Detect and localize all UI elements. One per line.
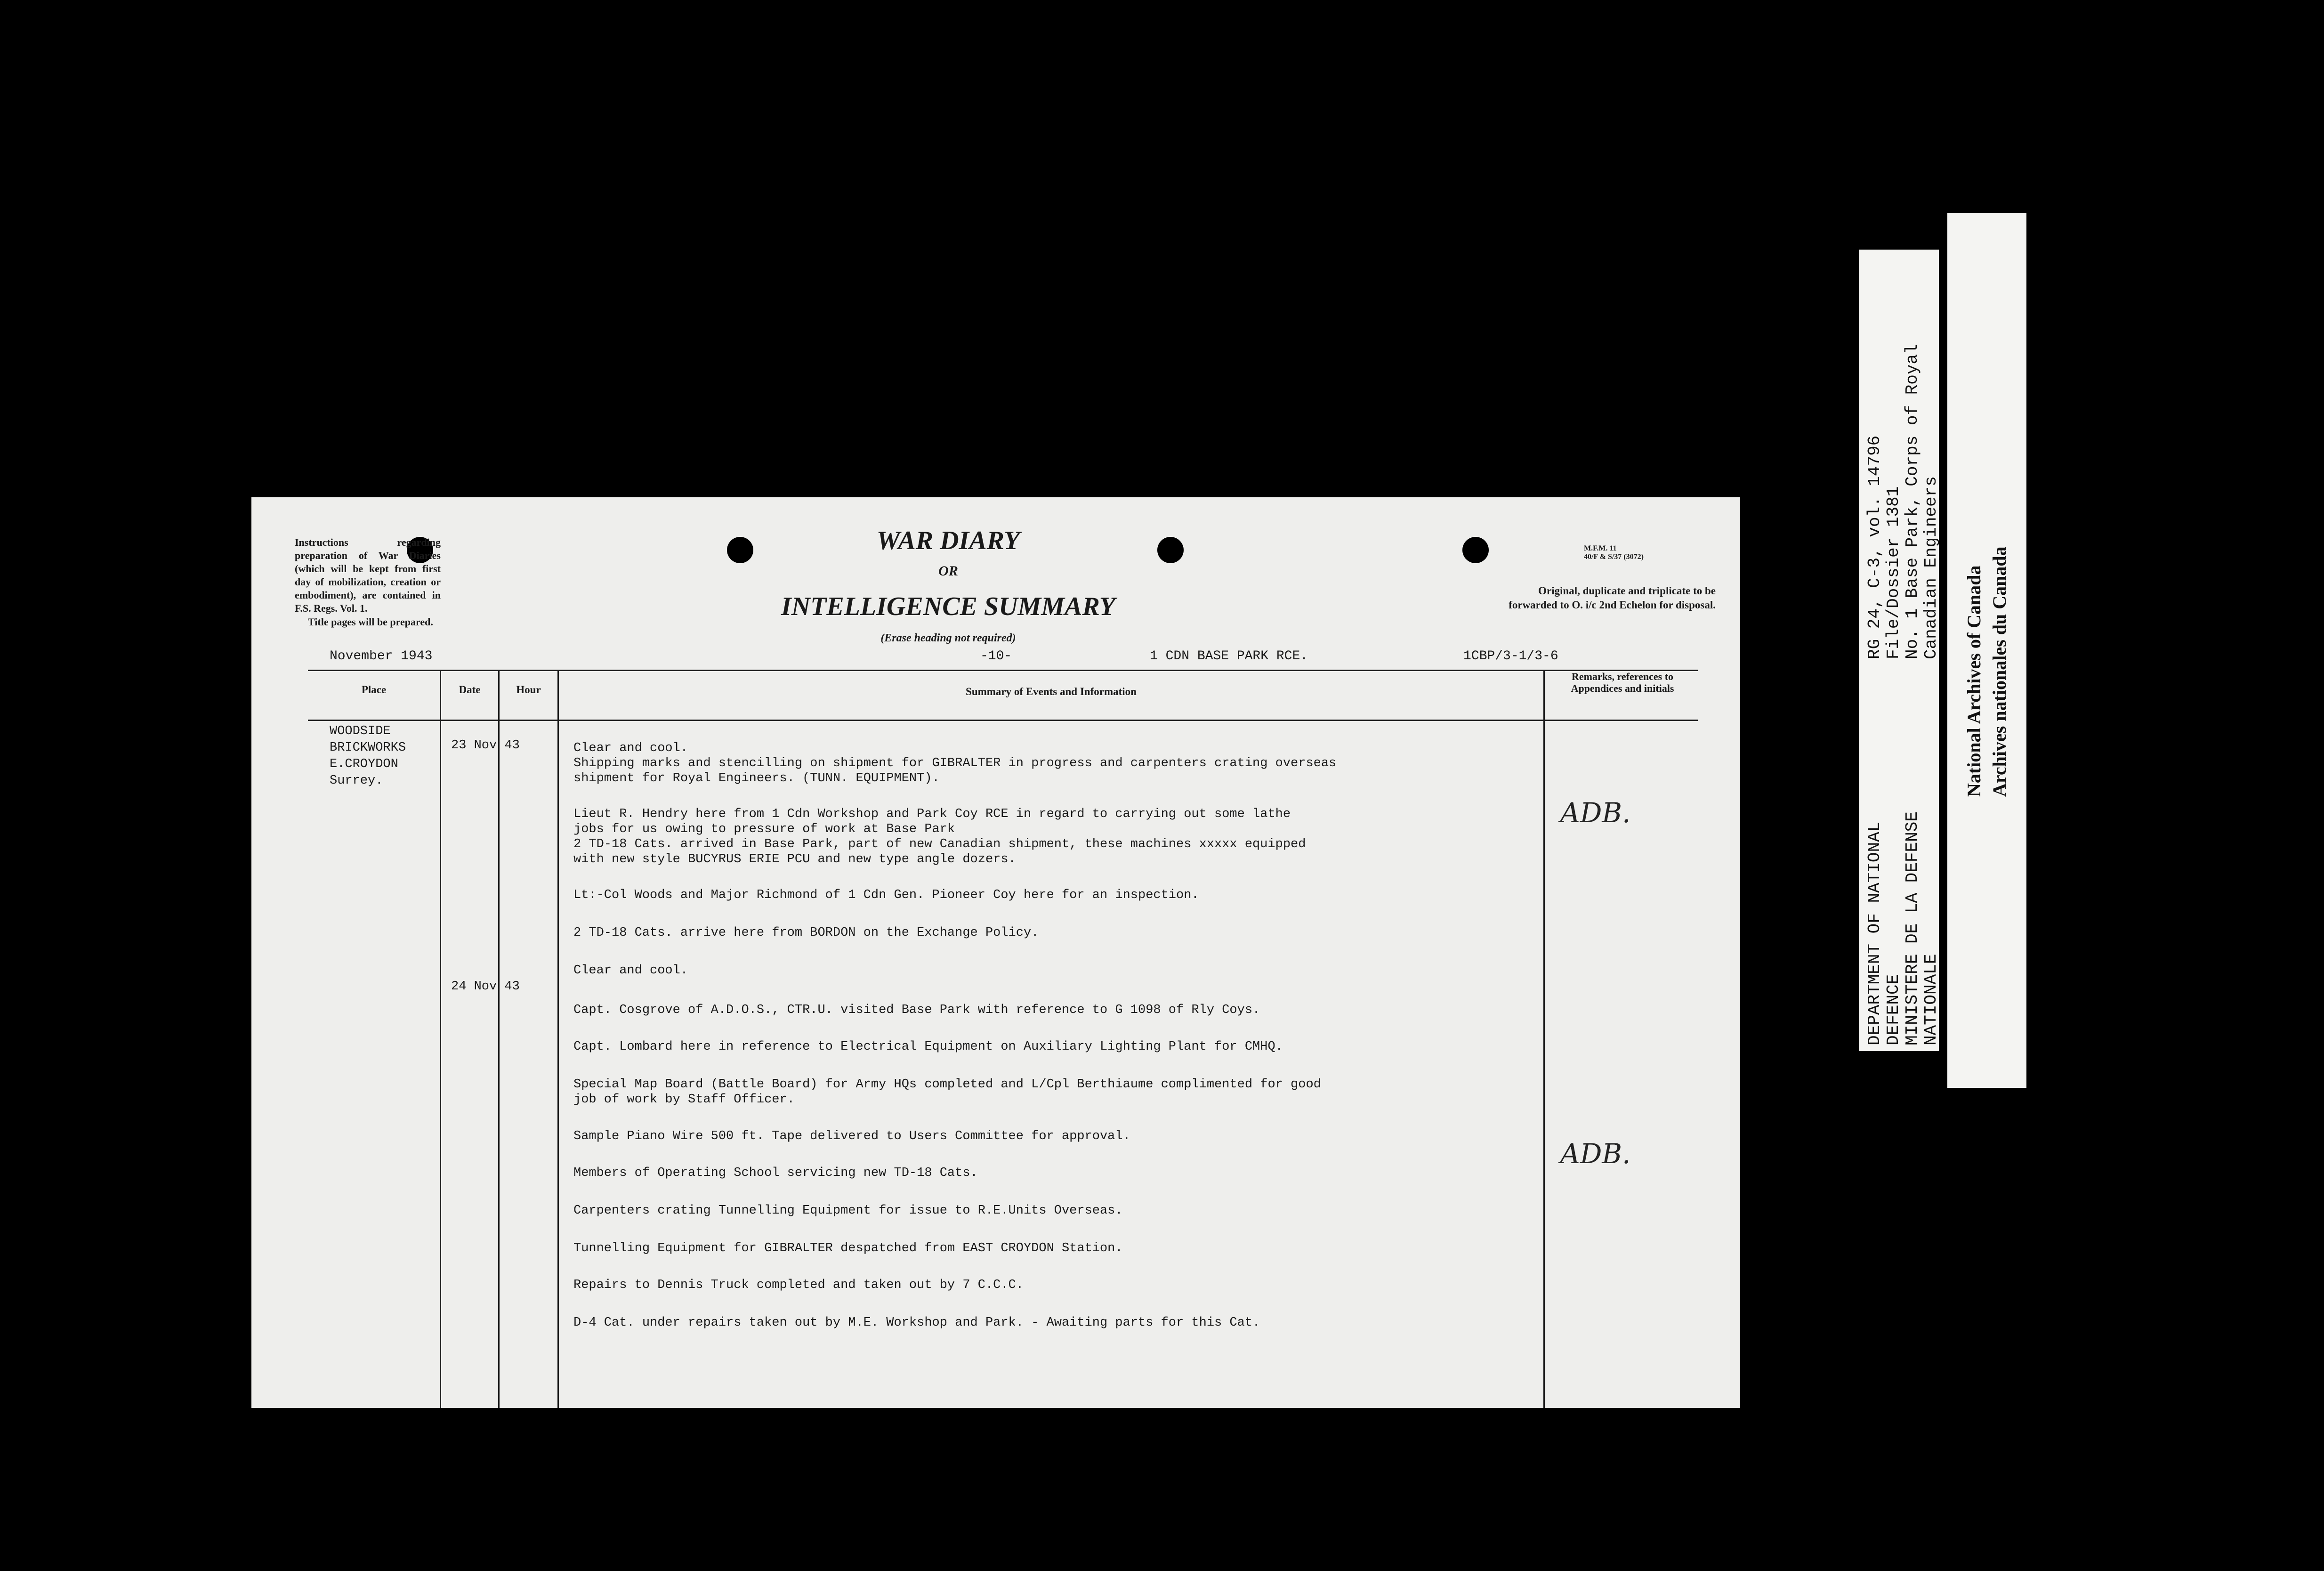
page-number: -10-: [980, 649, 1012, 664]
table-top-rule: [308, 670, 1698, 671]
entry-line: Lieut R. Hendry here from 1 Cdn Workshop and Park Coy RCE in regard to carrying out some lathe: [573, 807, 1291, 821]
department-block: [1865, 811, 1941, 1045]
archive-reference-label: [1859, 250, 1939, 1051]
entry-line: Repairs to Dennis Truck completed and taken out by 7 C.C.C.: [573, 1278, 1024, 1292]
department-line: DEPARTMENT OF NATIONAL: [1865, 821, 1884, 1045]
department-line: DEFENCE: [1884, 974, 1903, 1045]
place-line: WOODSIDE: [330, 724, 391, 738]
unit-name: 1 CDN BASE PARK RCE.: [1150, 649, 1308, 664]
entry-line: shipment for Royal Engineers. (TUNN. EQUIPMENT).: [573, 771, 940, 786]
form-number-line1: M.F.M. 11: [1584, 544, 1617, 552]
entry-line: Tunnelling Equipment for GIBRALTER despatched from EAST CROYDON Station.: [573, 1241, 1123, 1255]
entry-line: Sample Piano Wire 500 ft. Tape delivered to Users Committee for approval.: [573, 1129, 1130, 1143]
record-reference-line: Canadian Engineers: [1921, 476, 1941, 659]
entry-line: 2 TD-18 Cats. arrive here from BORDON on the Exchange Policy.: [573, 926, 1039, 940]
erase-note: (Erase heading not required): [880, 632, 1016, 644]
disposal-note-line1: Original, duplicate and triplicate to be: [1538, 585, 1716, 597]
instructions-text: Instructions regarding preparation of War Diaries (which will be kept from first day of mobilization, creation or embodiment), are contained in F.S. Regs. Vol. 1.: [295, 536, 441, 614]
column-header-summary: Summary of Events and Information: [966, 686, 1137, 697]
entry-line: Carpenters crating Tunnelling Equipment for issue to R.E.Units Overseas.: [573, 1204, 1123, 1218]
archives-stamp-label: [1947, 213, 2026, 1088]
record-reference-line: No. 1 Base Park, Corps of Royal: [1903, 344, 1922, 659]
column-header-remarks: Remarks, references to Appendices and initials: [1571, 671, 1674, 694]
entry-line: Capt. Lombard here in reference to Electrical Equipment on Auxiliary Lighting Plant for CMHQ.: [573, 1040, 1283, 1054]
column-header-date: Date: [459, 684, 481, 696]
entry-line: Clear and cool.: [573, 741, 688, 755]
initials-signature: ADB.: [1560, 797, 1631, 829]
place-line: E.CROYDON: [330, 757, 398, 771]
place-cell: [330, 723, 406, 789]
department-line: MINISTERE DE LA DEFENSE: [1903, 811, 1922, 1045]
archives-name-en: National Archives of Canada: [1963, 565, 1985, 797]
record-reference-block: [1865, 344, 1941, 659]
record-reference-line: File/Dossier 1381: [1884, 486, 1903, 659]
initials-signature: ADB.: [1560, 1138, 1631, 1170]
record-reference-line: RG 24, C-3, vol. 14796: [1865, 435, 1884, 659]
diary-title: WAR DIARY: [876, 526, 1020, 555]
entry-line: jobs for us owing to pressure of work at Base Park: [573, 822, 955, 836]
place-line: Surrey.: [330, 774, 383, 788]
department-line: NATIONALE: [1921, 954, 1941, 1045]
month-field: November 1943: [330, 649, 433, 664]
place-line: BRICKWORKS: [330, 741, 406, 755]
archives-name-fr: Archives nationales du Canada: [1989, 546, 2010, 797]
punch-hole: [1157, 537, 1184, 563]
punch-hole: [727, 537, 753, 563]
column-header-hour: Hour: [516, 684, 541, 696]
column-divider: [440, 670, 441, 1408]
disposal-note: [1348, 584, 1716, 612]
archives-name-block: [1961, 546, 2012, 797]
column-header-place: Place: [361, 684, 387, 696]
entry-line: job of work by Staff Officer.: [573, 1093, 795, 1107]
table-header-rule: [308, 720, 1698, 721]
summary-title: INTELLIGENCE SUMMARY: [781, 592, 1115, 621]
war-diary-sheet: [251, 497, 1740, 1408]
entry-line: Clear and cool.: [573, 964, 688, 978]
column-divider: [557, 670, 559, 1408]
entry-line: 2 TD-18 Cats. arrived in Base Park, part of new Canadian shipment, these machines xxxxx equipped: [573, 837, 1306, 851]
entry-line: Special Map Board (Battle Board) for Army HQs completed and L/Cpl Berthiaume complimented for good: [573, 1077, 1321, 1092]
form-number-line2: 40/F & S/37 (3072): [1584, 553, 1644, 561]
entry-line: Members of Operating School servicing new TD-18 Cats.: [573, 1166, 978, 1180]
date-cell: 24 Nov 43: [451, 980, 520, 994]
disposal-note-line2: forwarded to O. i/c 2nd Echelon for disposal.: [1509, 599, 1716, 611]
file-reference: 1CBP/3-1/3-6: [1463, 649, 1558, 664]
column-divider: [498, 670, 500, 1408]
entry-line: Lt:-Col Woods and Major Richmond of 1 Cdn Gen. Pioneer Coy here for an inspection.: [573, 888, 1199, 902]
entry-line: D-4 Cat. under repairs taken out by M.E. Workshop and Park. - Awaiting parts for this Cat.: [573, 1316, 1260, 1330]
entry-line: Capt. Cosgrove of A.D.O.S., CTR.U. visited Base Park with reference to G 1098 of Rly Coys.: [573, 1003, 1260, 1017]
form-number: [1584, 544, 1644, 561]
punch-hole: [1462, 537, 1489, 563]
date-cell: 23 Nov 43: [451, 738, 520, 753]
title-or: OR: [938, 563, 958, 579]
entry-line: with new style BUCYRUS ERIE PCU and new type angle dozers.: [573, 852, 1016, 866]
title-pages-note: Title pages will be prepared.: [308, 616, 433, 628]
entry-line: Shipping marks and stencilling on shipment for GIBRALTER in progress and carpenters crating overseas: [573, 756, 1337, 770]
